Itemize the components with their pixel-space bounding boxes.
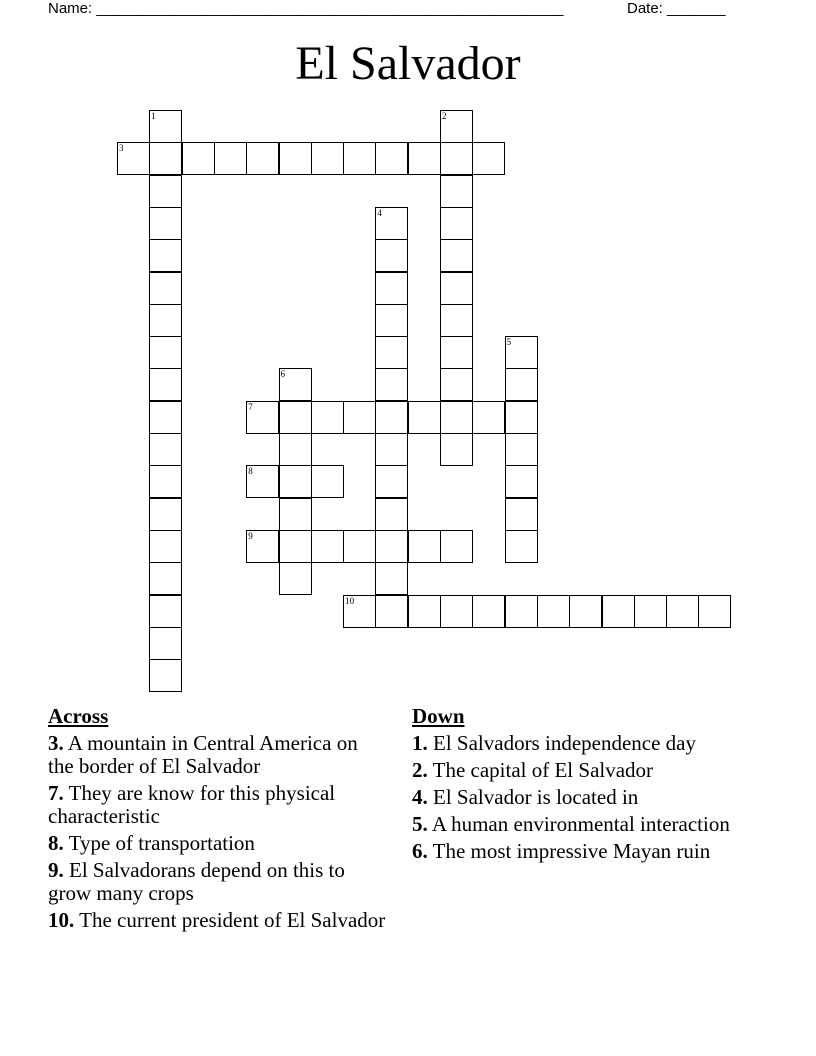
crossword-cell[interactable]: [375, 272, 408, 305]
crossword-cell[interactable]: [440, 110, 473, 143]
crossword-cell[interactable]: [408, 530, 441, 563]
crossword-cell[interactable]: [149, 336, 182, 369]
crossword-cell[interactable]: [149, 368, 182, 401]
crossword-cell[interactable]: [505, 336, 538, 369]
name-field-label: Name: ________________________________________________________: [48, 0, 564, 17]
cell-number: 3: [119, 143, 124, 154]
clue-text: A human environmental interaction: [427, 812, 730, 836]
crossword-cell[interactable]: [505, 498, 538, 531]
cell-number: 6: [280, 369, 285, 380]
across-clue-list: [48, 732, 388, 932]
clue-number: 8.: [48, 831, 64, 855]
crossword-cell[interactable]: [149, 433, 182, 466]
crossword-cell[interactable]: [311, 401, 344, 434]
crossword-cell[interactable]: [472, 142, 505, 175]
crossword-cell[interactable]: [440, 304, 473, 337]
crossword-cell[interactable]: [375, 562, 408, 595]
crossword-cell[interactable]: [149, 175, 182, 208]
crossword-cell[interactable]: [149, 627, 182, 660]
crossword-cell[interactable]: [279, 142, 312, 175]
across-clue: [48, 832, 388, 855]
crossword-cell[interactable]: [246, 401, 279, 434]
crossword-cell[interactable]: [246, 530, 279, 563]
crossword-cell[interactable]: [375, 433, 408, 466]
crossword-cell[interactable]: [182, 142, 215, 175]
crossword-cell[interactable]: [149, 659, 182, 692]
crossword-cell[interactable]: [505, 465, 538, 498]
crossword-cell[interactable]: [408, 142, 441, 175]
clue-number: 10.: [48, 908, 75, 932]
crossword-cell[interactable]: [440, 207, 473, 240]
crossword-cell[interactable]: [375, 530, 408, 563]
crossword-cell[interactable]: [149, 595, 182, 628]
crossword-cell[interactable]: [311, 530, 344, 563]
across-heading: Across: [48, 704, 109, 728]
across-clue: [48, 782, 388, 828]
crossword-cell[interactable]: [149, 562, 182, 595]
crossword-cell[interactable]: [375, 336, 408, 369]
crossword-cell[interactable]: [440, 433, 473, 466]
crossword-cell[interactable]: [279, 401, 312, 434]
crossword-cell[interactable]: [149, 207, 182, 240]
crossword-cell[interactable]: [117, 142, 150, 175]
crossword-cell[interactable]: [440, 142, 473, 175]
crossword-cell[interactable]: [375, 142, 408, 175]
crossword-cell[interactable]: [149, 110, 182, 143]
crossword-cell[interactable]: [149, 239, 182, 272]
clue-text: They are know for this physical characteristic: [48, 781, 336, 828]
crossword-cell[interactable]: [375, 304, 408, 337]
down-clues: [412, 704, 752, 867]
clue-number: 6.: [412, 839, 428, 863]
crossword-cell[interactable]: [440, 595, 473, 628]
crossword-cell[interactable]: [634, 595, 667, 628]
clue-number: 3.: [48, 731, 64, 755]
crossword-cell[interactable]: [279, 498, 312, 531]
crossword-cell[interactable]: [279, 368, 312, 401]
crossword-cell[interactable]: [279, 433, 312, 466]
clue-text: The capital of El Salvador: [427, 758, 654, 782]
cell-number: 4: [377, 207, 382, 218]
crossword-cell[interactable]: [505, 595, 538, 628]
crossword-cell[interactable]: [505, 530, 538, 563]
crossword-cell[interactable]: [505, 433, 538, 466]
crossword-cell[interactable]: [375, 498, 408, 531]
crossword-cell[interactable]: [311, 465, 344, 498]
crossword-cell[interactable]: [505, 368, 538, 401]
clue-number: 1.: [412, 731, 428, 755]
crossword-cell[interactable]: [569, 595, 602, 628]
crossword-cell[interactable]: [149, 530, 182, 563]
clue-text: El Salvadors independence day: [427, 731, 696, 755]
crossword-cell[interactable]: [149, 498, 182, 531]
crossword-cell[interactable]: [343, 595, 376, 628]
clue-number: 2.: [412, 758, 428, 782]
clue-text: The most impressive Mayan ruin: [427, 839, 711, 863]
down-clue: [412, 813, 752, 836]
clue-number: 9.: [48, 858, 64, 882]
crossword-cell[interactable]: [408, 401, 441, 434]
clue-text: El Salvadorans depend on this to grow many crops: [48, 858, 345, 905]
crossword-cell[interactable]: [149, 304, 182, 337]
down-clue: [412, 759, 752, 782]
cell-number: 8: [248, 466, 253, 477]
crossword-cell[interactable]: [149, 465, 182, 498]
crossword-cell[interactable]: [343, 401, 376, 434]
crossword-cell[interactable]: [375, 465, 408, 498]
down-clue-list: [412, 732, 752, 863]
crossword-cell[interactable]: [279, 465, 312, 498]
clue-text: The current president of El Salvador: [74, 908, 386, 932]
crossword-cell[interactable]: [408, 595, 441, 628]
crossword-cell[interactable]: [149, 401, 182, 434]
clue-text: A mountain in Central America on the border of El Salvador: [48, 731, 358, 778]
cell-number: 7: [248, 401, 253, 412]
crossword-cell[interactable]: [472, 401, 505, 434]
crossword-cell[interactable]: [537, 595, 570, 628]
cell-number: 5: [506, 337, 512, 348]
crossword-cell[interactable]: [311, 142, 344, 175]
crossword-cell[interactable]: [375, 207, 408, 240]
crossword-cell[interactable]: [440, 530, 473, 563]
cell-number: 2: [442, 111, 447, 121]
down-clue: [412, 840, 752, 863]
down-heading: Down: [412, 704, 465, 728]
crossword-cell[interactable]: [279, 562, 312, 595]
across-clue: [48, 909, 388, 932]
crossword-cell[interactable]: [472, 595, 505, 628]
crossword-cell[interactable]: [149, 142, 182, 175]
down-clue: [412, 786, 752, 809]
clue-number: 4.: [412, 785, 428, 809]
cell-number: 1: [151, 111, 156, 121]
puzzle-title: El Salvador: [295, 37, 521, 90]
crossword-cell[interactable]: [440, 368, 473, 401]
clue-text: Type of transportation: [63, 831, 255, 855]
clue-number: 5.: [412, 812, 428, 836]
crossword-cell[interactable]: [246, 465, 279, 498]
clue-text: El Salvador is located in: [427, 785, 639, 809]
crossword-cell[interactable]: [149, 272, 182, 305]
cell-number: 10: [345, 595, 355, 606]
crossword-cell[interactable]: [246, 142, 279, 175]
crossword-cell[interactable]: [440, 336, 473, 369]
crossword-cell[interactable]: [343, 142, 376, 175]
clue-number: 7.: [48, 781, 64, 805]
crossword-cell[interactable]: [666, 595, 699, 628]
across-clues: [48, 704, 388, 936]
crossword-cell[interactable]: [279, 530, 312, 563]
crossword-cell[interactable]: [375, 595, 408, 628]
crossword-cell[interactable]: [343, 530, 376, 563]
crossword-cell[interactable]: [440, 272, 473, 305]
crossword-cell[interactable]: [214, 142, 247, 175]
date-field-label: Date: _______: [627, 0, 726, 17]
crossword-cell[interactable]: [440, 239, 473, 272]
crossword-cell[interactable]: [698, 595, 731, 628]
crossword-cell[interactable]: [505, 401, 538, 434]
across-clue: [48, 859, 388, 905]
cell-number: 9: [248, 530, 253, 541]
crossword-cell[interactable]: [602, 595, 635, 628]
crossword-cell[interactable]: [375, 401, 408, 434]
across-clue: [48, 732, 388, 778]
crossword-cell[interactable]: [375, 239, 408, 272]
crossword-cell[interactable]: [375, 368, 408, 401]
crossword-cell[interactable]: [440, 401, 473, 434]
crossword-cell[interactable]: [440, 175, 473, 208]
down-clue: [412, 732, 752, 755]
